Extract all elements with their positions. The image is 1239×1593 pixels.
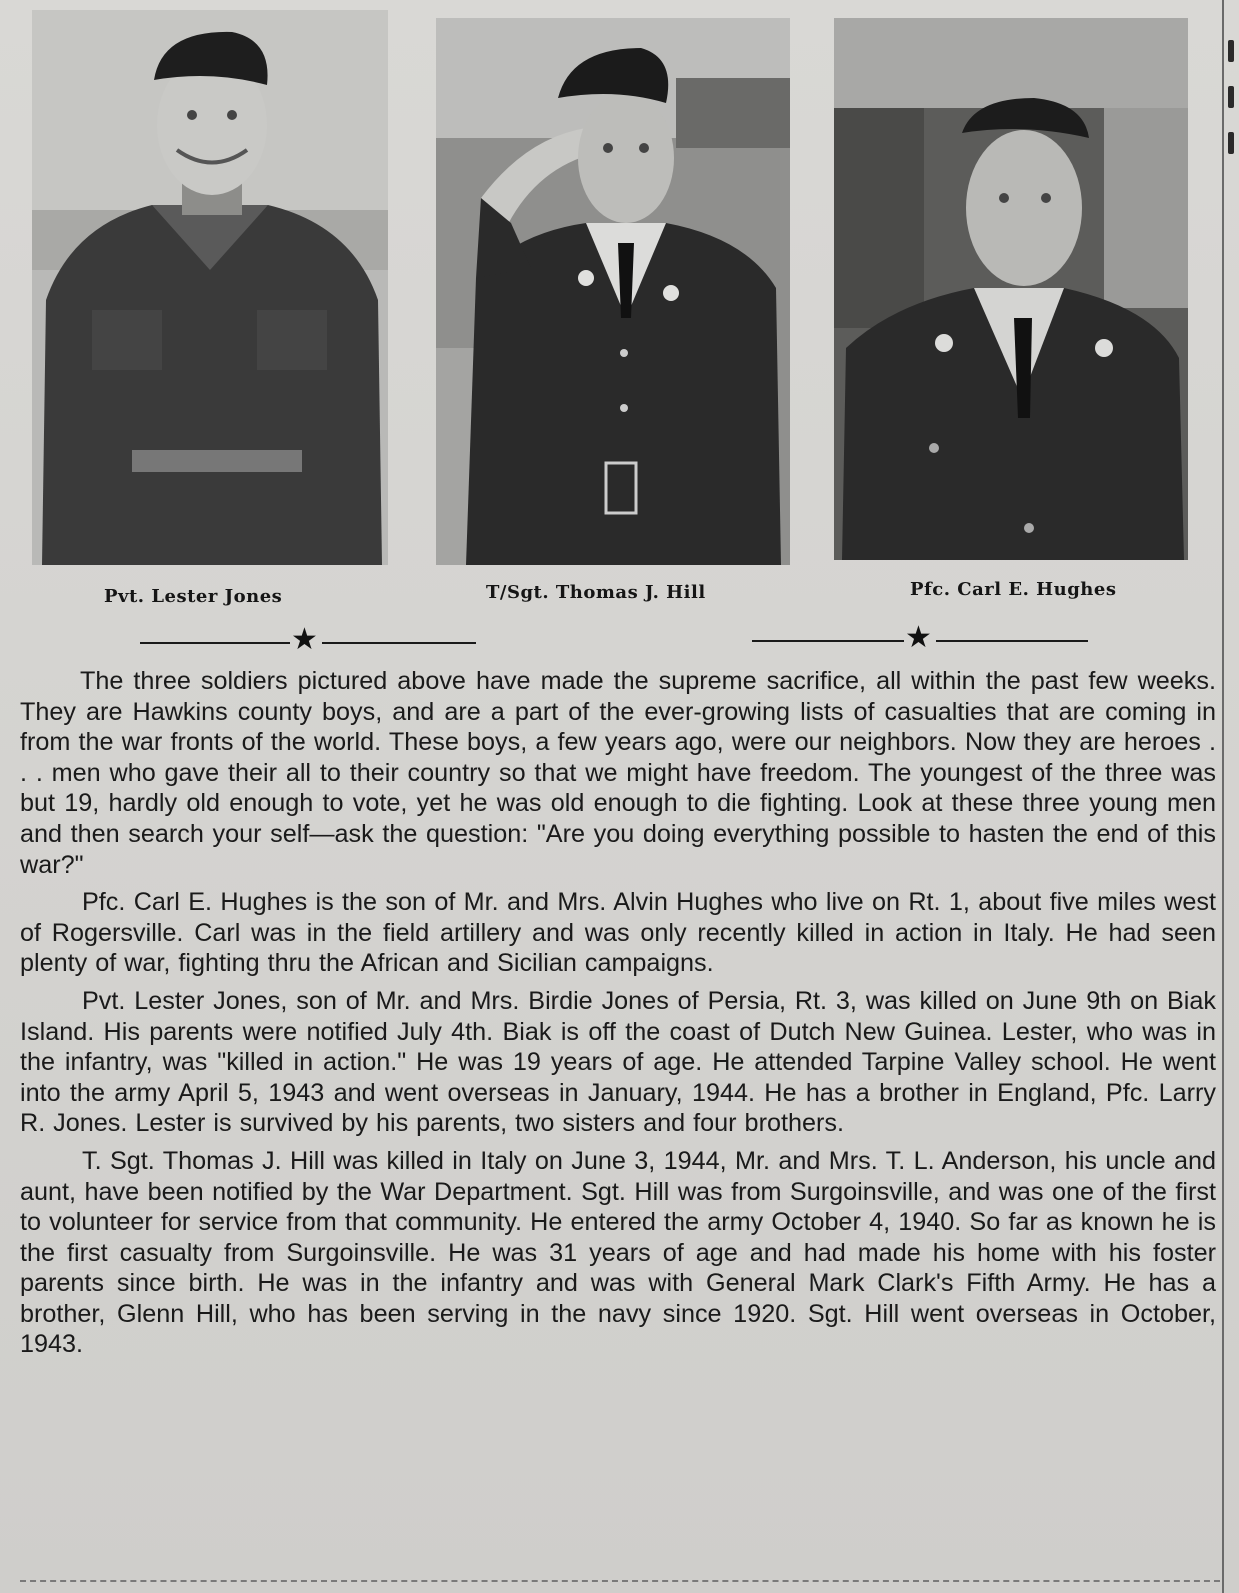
star-icon: ★ xyxy=(905,620,932,655)
caption-carl-hughes: Pfc. Carl E. Hughes xyxy=(910,579,1117,600)
star-divider-right xyxy=(752,620,1088,656)
star-icon: ★ xyxy=(291,622,318,657)
article-paragraph-hughes: Pfc. Carl E. Hughes is the son of Mr. and Mrs. Alvin Hughes who live on Rt. 1, about five miles west of Rogersville. Carl was in the field artillery and was only recently killed in action in Italy. He had seen plenty of war, fighting thru the African and Sicilian campaigns. xyxy=(20,888,1216,978)
column-rule xyxy=(1222,0,1224,1593)
photo-carl-hughes xyxy=(834,18,1188,560)
article-paragraph-hill: T. Sgt. Thomas J. Hill was killed in Italy on June 3, 1944, Mr. and Mrs. T. L. Anderson, his uncle and aunt, have been notified by the War Department. Sgt. Hill was from Surgoinsville, and was one of the first to volunteer for service from that community. He entered the army October 4, 1940. So far as known he is the first casualty from Surgoinsville. He was 31 years of age and had made his home with his foster parents since birth. He was in the infantry and was with General Mark Clark's Fifth Army. He has a brother, Glenn Hill, who has been serving in the navy since 1920. Sgt. Hill went overseas in October, 1943. xyxy=(20,1146,1216,1359)
article-body xyxy=(20,666,1216,1367)
article-paragraph-jones: Pvt. Lester Jones, son of Mr. and Mrs. Birdie Jones of Persia, Rt. 3, was killed on June 9th on Biak Island. His parents were notified July 4th. Biak is off the coast of Dutch New Guinea. Lester, who was in the infantry, was "killed in action." He was 19 years of age. He attended Tarpine Valley school. He went into the army April 5, 1943 and went overseas in January, 1944. He has a brother in England, Pfc. Larry R. Jones. Lester is survived by his parents, two sisters and four brothers. xyxy=(20,986,1216,1138)
adjacent-column-fragment xyxy=(1228,40,1239,190)
photo-thomas-hill xyxy=(436,18,790,565)
article-paragraph-intro: The three soldiers pictured above have made the supreme sacrifice, all within the past few weeks. They are Hawkins county boys, and are a part of the ever-growing lists of casualties that are coming in from the war fronts of the world. These boys, a few years ago, were our neighbors. Now they are heroes . . . men who gave their all to their country so that we might have freedom. The youngest of the three was but 19, hardly old enough to vote, yet he was old enough to die fighting. Look at these three young men and then search your self—ask the question: "Are you doing everything possible to hasten the end of this war?" xyxy=(20,667,1216,879)
caption-thomas-hill: T/Sgt. Thomas J. Hill xyxy=(486,582,706,603)
star-divider-left xyxy=(140,622,476,658)
photo-lester-jones xyxy=(32,10,388,565)
bottom-rule xyxy=(20,1580,1220,1582)
caption-lester-jones: Pvt. Lester Jones xyxy=(104,586,283,607)
